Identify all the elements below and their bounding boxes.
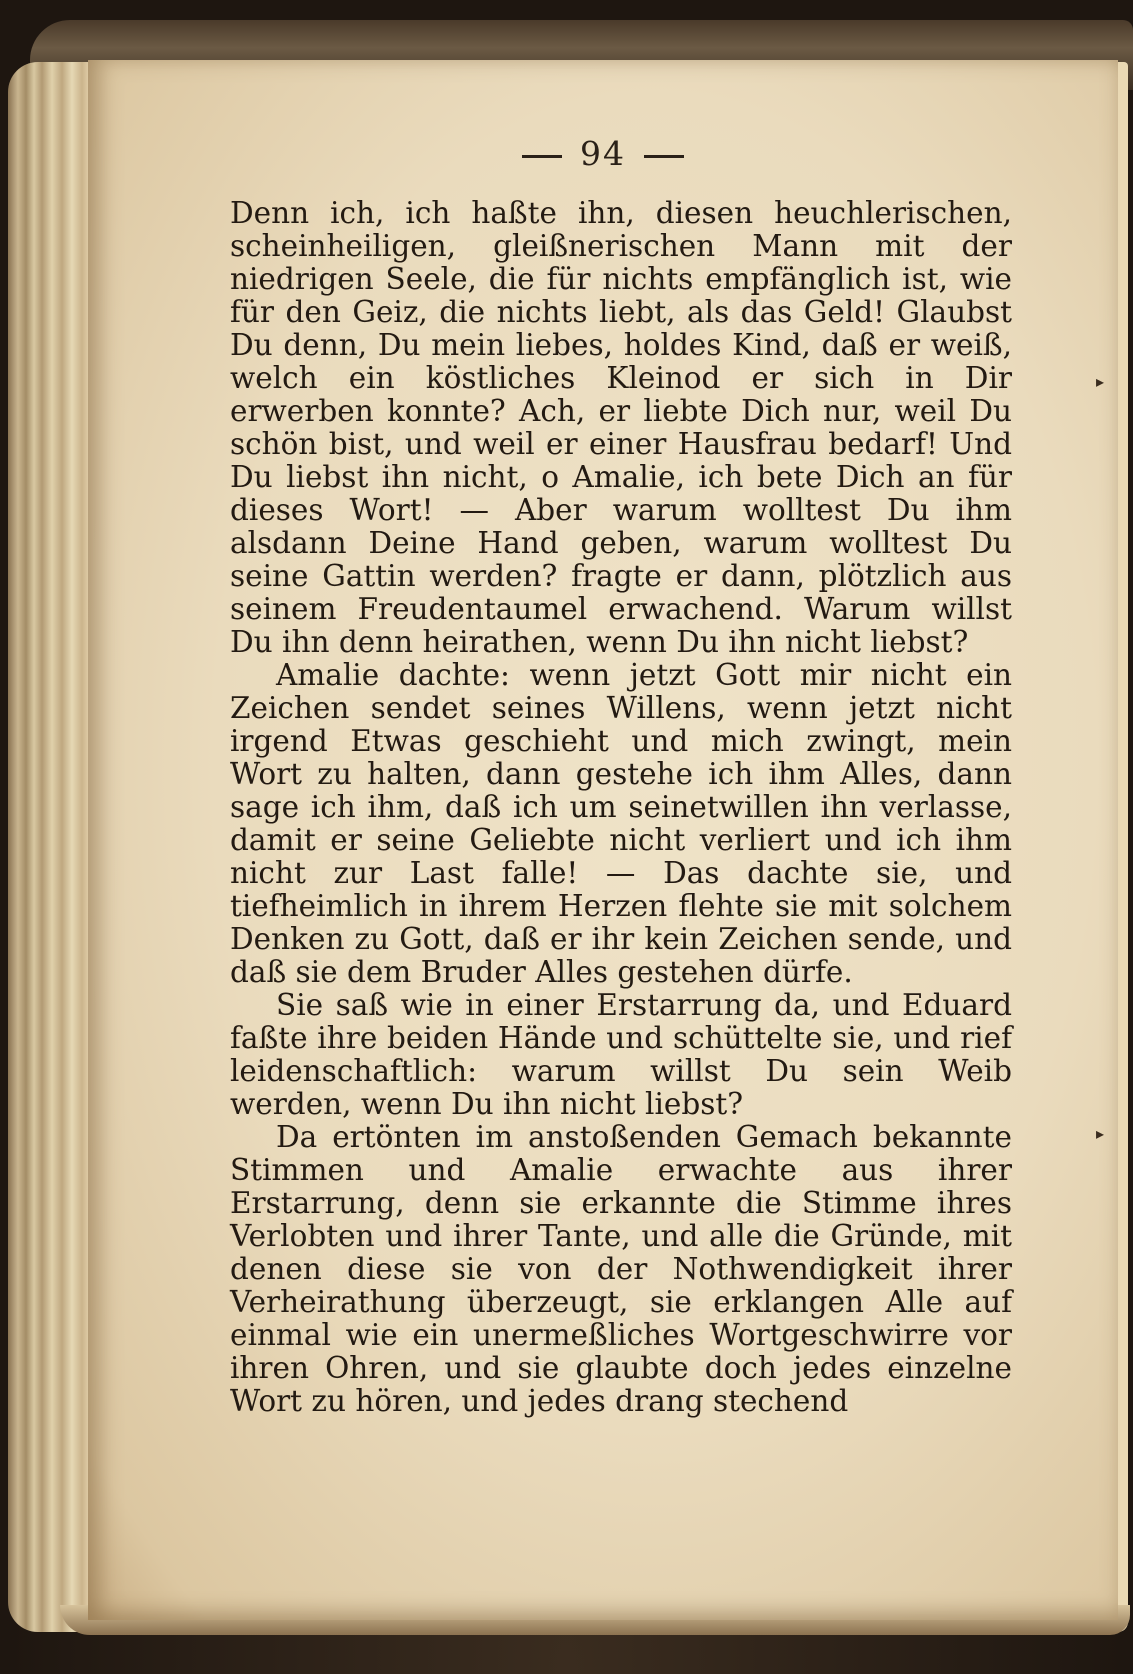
paragraph-4: Da ertönten im anstoßenden Gemach bekannte Stimmen und Amalie erwachte aus ihrer Erstarrung, denn sie erkannte die Stimme ihres Verlobten und ihrer Tante, und alle die Gründe, mit denen diese sie von der Nothwendigkeit ihrer Verheirathung überzeugt, sie erklangen Alle auf einmal wie ein unermeßliches Wortgeschwirre vor ihren Ohren, und sie glaubte doch jedes einzelne Wort zu hören, und jedes drang stechend [230, 1120, 1012, 1418]
dash-left [522, 155, 562, 158]
paragraph-1: Denn ich, ich haßte ihn, diesen heuchlerischen, scheinheiligen, gleißnerischen Mann mit der niedrigen Seele, die für nichts empfänglich ist, wie für den Geiz, die nichts liebt, als das Geld! Glaubst Du denn, Du mein liebes, holdes Kind, daß er weiß, welch ein köstliches Kleinod er sich in Dir erwerben konnte? Ach, er liebte Dich nur, weil Du schön bist, und weil er einer Hausfrau bedarf! Und Du liebst ihn nicht, o Amalie, ich bete Dich an für dieses Wort! — Aber warum wolltest Du ihm alsdann Deine Hand geben, warum wolltest Du seine Gattin werden? fragte er dann, plötzlich aus seinem Freudentaumel erwachend. Warum willst Du ihn denn heirathen, wenn Du ihn nicht liebst? [230, 196, 1012, 659]
book-page [88, 60, 1118, 1620]
margin-mark: ▸ [1096, 372, 1105, 391]
page-number: 94 [580, 134, 626, 173]
dash-right [644, 155, 684, 158]
margin-mark: ▸ [1096, 1124, 1105, 1143]
page-number-header [88, 134, 1118, 173]
paragraph-3: Sie saß wie in einer Erstarrung da, und Eduard faßte ihre beiden Hände und schüttelte sie, und rief leidenschaftlich: warum willst Du sein Weib werden, wenn Du ihn nicht liebst? [230, 988, 1012, 1121]
paragraph-2: Amalie dachte: wenn jetzt Gott mir nicht ein Zeichen sendet seines Willens, wenn jetzt nicht irgend Etwas geschieht und mich zwingt, mein Wort zu halten, dann gestehe ich ihm Alles, dann sage ich ihm, daß ich um seinetwillen ihn verlasse, damit er seine Geliebte nicht verliert und ich ihm nicht zur Last falle! — Das dachte sie, und tiefheimlich in ihrem Herzen flehte sie mit solchem Denken zu Gott, daß er ihr kein Zeichen sende, und daß sie dem Bruder Alles gestehen dürfe. [230, 658, 1012, 989]
body-text [230, 197, 1012, 1418]
